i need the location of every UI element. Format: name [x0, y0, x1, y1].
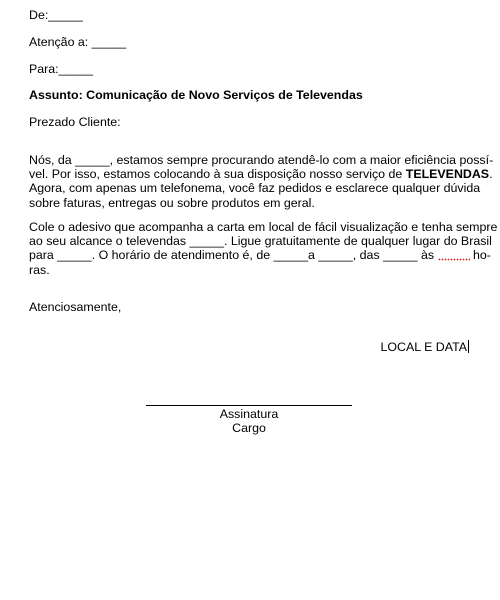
paragraph-intro	[29, 153, 494, 210]
paragraph-instructions-line: ao seu alcance o televendas _____. Ligue gratuitamente de qualquer lugar do Brasil	[29, 234, 492, 249]
local-date[interactable]: LOCAL E DATA	[380, 340, 467, 354]
paragraph-instructions-line: para _____. O horário de atendimento é, de _____a _____, das _____ às ho-	[29, 248, 491, 263]
signature-name: Assinatura	[219, 407, 279, 421]
paragraph-intro-line: Nós, da _____, estamos sempre procurando atendê-lo com a maior eficiência possí-	[29, 153, 494, 167]
paragraph-instructions-line: Cole o adesivo que acompanha a carta em local de fácil visualização e tenha sempre	[29, 220, 498, 234]
paragraph-intro-line: Agora, com apenas um telefonema, você faz pedidos e esclarece qualquer dúvida	[29, 181, 481, 196]
from-field: De:_____	[29, 8, 83, 22]
signature-line	[146, 405, 352, 406]
signature-role: Cargo	[232, 421, 266, 435]
attention-field: Atenção a: _____	[29, 35, 127, 49]
paragraph-intro-line: vel. Por isso, estamos colocando à sua disposição nosso serviço de TELEVENDAS.	[29, 167, 493, 182]
paragraph-instructions-line: ras.	[29, 262, 50, 277]
text-cursor	[468, 340, 469, 353]
closing: Atenciosamente,	[29, 300, 122, 314]
spellcheck-squiggle	[438, 249, 470, 259]
paragraph-intro-line: sobre faturas, entregas ou sobre produtos em geral.	[29, 195, 315, 210]
greeting: Prezado Cliente:	[29, 115, 121, 129]
to-field: Para:_____	[29, 62, 94, 76]
paragraph-instructions	[29, 220, 498, 277]
televendas-emphasis: TELEVENDAS	[405, 167, 490, 182]
subject-line: Assunto: Comunicação de Novo Serviços de Televendas	[29, 88, 363, 102]
